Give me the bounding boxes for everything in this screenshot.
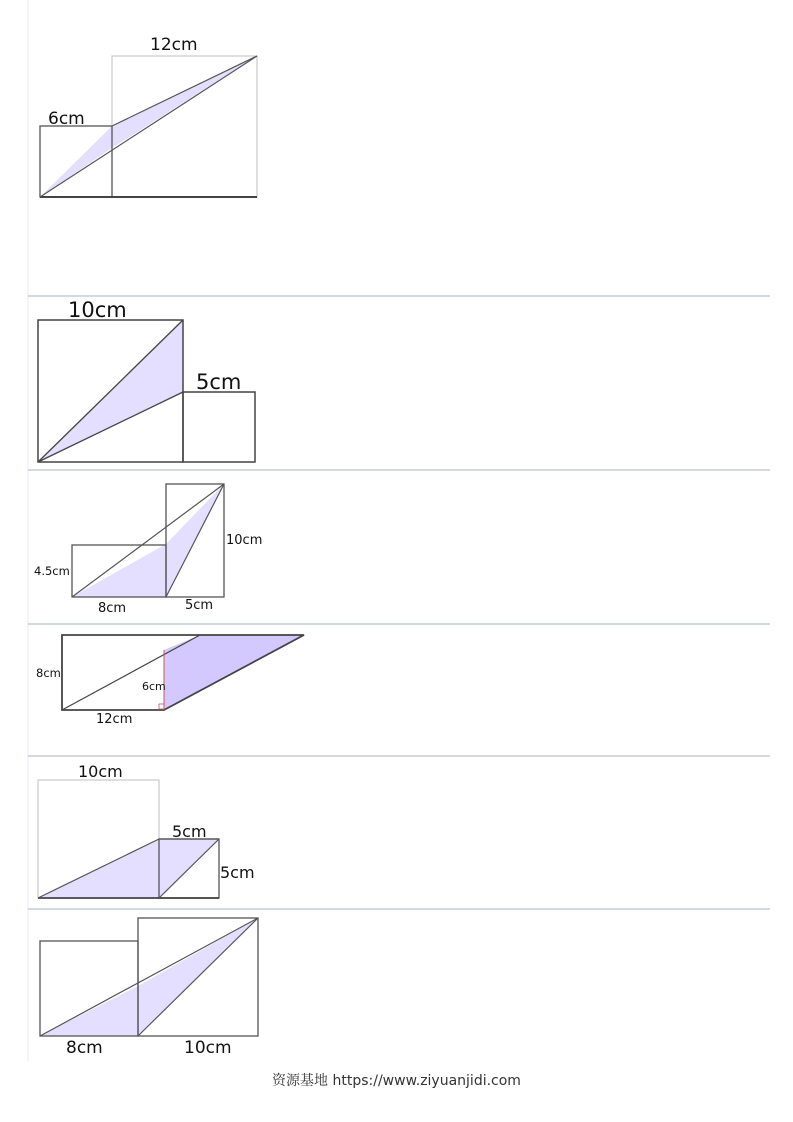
label-bottom-right: 10cm — [184, 1038, 232, 1058]
label-right: 10cm — [226, 533, 263, 548]
label-left: 8cm — [36, 666, 61, 680]
label-left: 6cm — [48, 109, 85, 129]
right-angle-mark — [159, 704, 164, 709]
small-square — [183, 392, 255, 462]
label-right: 5cm — [196, 370, 242, 394]
label-bottom-right: 5cm — [185, 598, 214, 613]
problem-1-figure — [40, 35, 257, 197]
label-bottom-left: 8cm — [98, 601, 127, 616]
label-bottom: 12cm — [96, 712, 133, 727]
label-left: 4.5cm — [34, 564, 70, 578]
label-bottom-left: 8cm — [66, 1038, 103, 1058]
footer-source: 资源基地 https://www.ziyuanjidi.com — [272, 1073, 521, 1089]
label-top: 10cm — [68, 298, 127, 322]
label-top: 12cm — [150, 35, 198, 55]
problem-2-figure — [38, 298, 255, 462]
problem-5-figure — [38, 762, 255, 898]
diagonal-2 — [112, 56, 257, 126]
label-top: 10cm — [78, 762, 123, 781]
problem-3-figure — [34, 484, 262, 616]
problem-4-figure — [36, 635, 304, 727]
label-inner: 6cm — [142, 680, 166, 693]
shaded-trapezoid — [38, 839, 219, 898]
problem-6-figure — [40, 918, 258, 1058]
shaded-left — [72, 544, 166, 597]
label-right: 5cm — [220, 863, 255, 882]
label-top-right: 5cm — [172, 822, 207, 841]
